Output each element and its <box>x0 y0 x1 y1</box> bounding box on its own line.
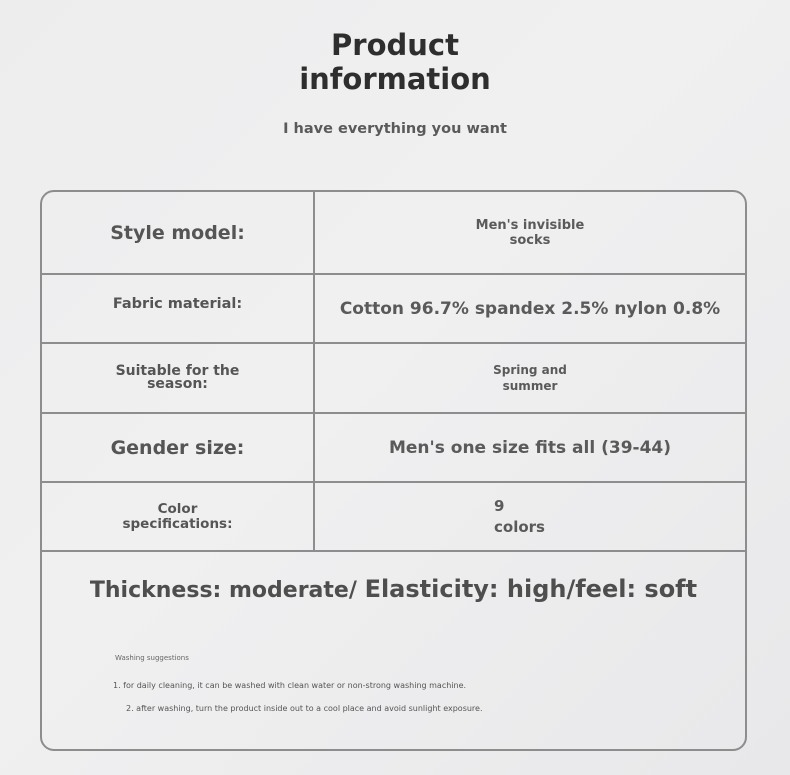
season-label <box>42 344 313 412</box>
product-info-table <box>40 190 747 751</box>
title-line-2: information <box>299 62 491 96</box>
style-model-label: Style model: <box>110 221 245 244</box>
features-line <box>42 575 745 603</box>
washing-item: 2. after washing, turn the product inside out to a cool place and avoid sunlight exposure. <box>126 704 483 713</box>
season-value <box>315 344 745 412</box>
color-spec-label-line-1: Color <box>157 500 198 517</box>
gender-size-label: Gender size: <box>110 436 245 459</box>
style-model-value <box>315 192 745 273</box>
elasticity-text: Elasticity: high/feel: soft <box>364 575 698 603</box>
style-model-value-line-1: Men's invisible <box>475 217 585 233</box>
color-spec-label-line-2: specifications: <box>122 515 233 532</box>
style-model-value-line-2: socks <box>509 232 551 248</box>
page-subtitle: I have everything you want <box>283 121 507 137</box>
season-value-line-2: summer <box>502 379 558 393</box>
washing-item: 1. for daily cleaning, it can be washed with clean water or non-strong washing machine. <box>113 681 467 690</box>
season-value-line-1: Spring and <box>493 363 567 377</box>
fabric-material-value: Cotton 96.7% spandex 2.5% nylon 0.8% <box>339 298 721 319</box>
season-label-line-2: season: <box>147 376 208 392</box>
row-divider <box>42 550 745 552</box>
color-spec-value <box>315 483 745 550</box>
season-label-line-1: Suitable for the <box>115 363 240 379</box>
washing-title: Washing suggestions <box>115 654 189 662</box>
color-spec-value-line-2: colors <box>494 517 545 536</box>
title-line-1: Product <box>331 28 459 62</box>
thickness-text: Thickness: moderate/ <box>89 578 357 603</box>
gender-size-value: Men's one size fits all (39-44) <box>388 437 672 458</box>
page-title <box>0 28 790 96</box>
color-spec-label <box>42 483 313 550</box>
fabric-material-label: Fabric material: <box>112 295 243 312</box>
color-spec-value-line-1: 9 <box>494 496 505 515</box>
